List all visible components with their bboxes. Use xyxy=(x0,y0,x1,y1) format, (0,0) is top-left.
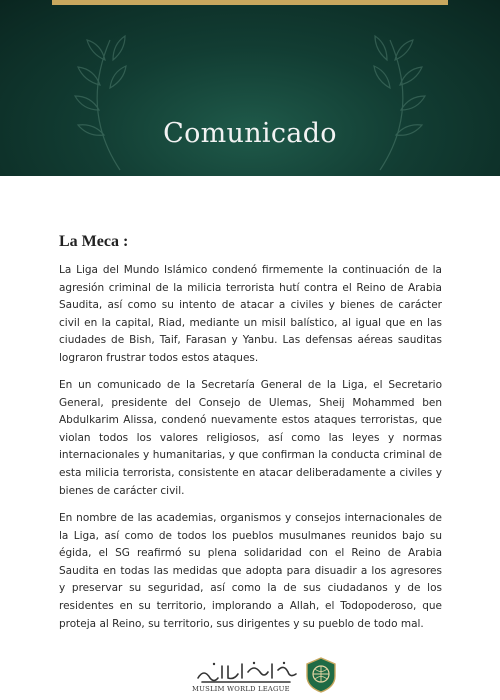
article-paragraph: En nombre de las academias, organismos y consejos internacionales de la Liga, así como de todos los pueblos musulmanes reunidos bajo su égida, el SG reafirmó su plena solidaridad con el Reino de Arabia Saudita en todas las medidas que adopta para disuadir a los agresores y preservar su seguridad, así como la de sus ciudadanos y de los residentes en su territorio, implorando a Allah, el Todopoderoso, que proteja al Reino, su territorio, sus dirigentes y su pueblo de todo mal. xyxy=(59,512,442,630)
page-title: Comunicado xyxy=(163,118,337,149)
laurel-wreath-decoration xyxy=(0,0,500,176)
muslim-world-league-logo xyxy=(192,655,338,700)
article-paragraph: La Liga del Mundo Islámico condenó firmemente la continuación de la agresión criminal de la milicia terrorista hutí contra el Reino de Arabia Saudita, así como su intento de atacar a civiles y bienes de carácter civil en la capital, Riad, mediante un misil balístico, al igual que en las ciudades de Bish, Taif, Farasan y Yanbu. Las defensas aéreas sauditas lograron frustrar todos estos ataques. xyxy=(59,264,442,364)
article-paragraph: En un comunicado de la Secretaría General de la Liga, el Secretario General, presidente del Consejo de Ulemas, Sheij Mohammed ben Abdulkarim Alissa, condenó nuevamente estos ataques terroristas, que violan todos los valores religiosos, así como las leyes y normas internacionales y humanitarias, y que confirman la conducta criminal de esta milicia terrorista, consistente en atacar deliberadamente a civiles y bienes de carácter civil. xyxy=(59,379,442,497)
dateline-heading: La Meca : xyxy=(59,233,129,250)
league-emblem-icon xyxy=(304,656,338,694)
header-banner xyxy=(0,0,500,176)
logo-latin-text: MUSLIM WORLD LEAGUE xyxy=(192,685,290,693)
arabic-calligraphy-logotype xyxy=(192,658,300,684)
